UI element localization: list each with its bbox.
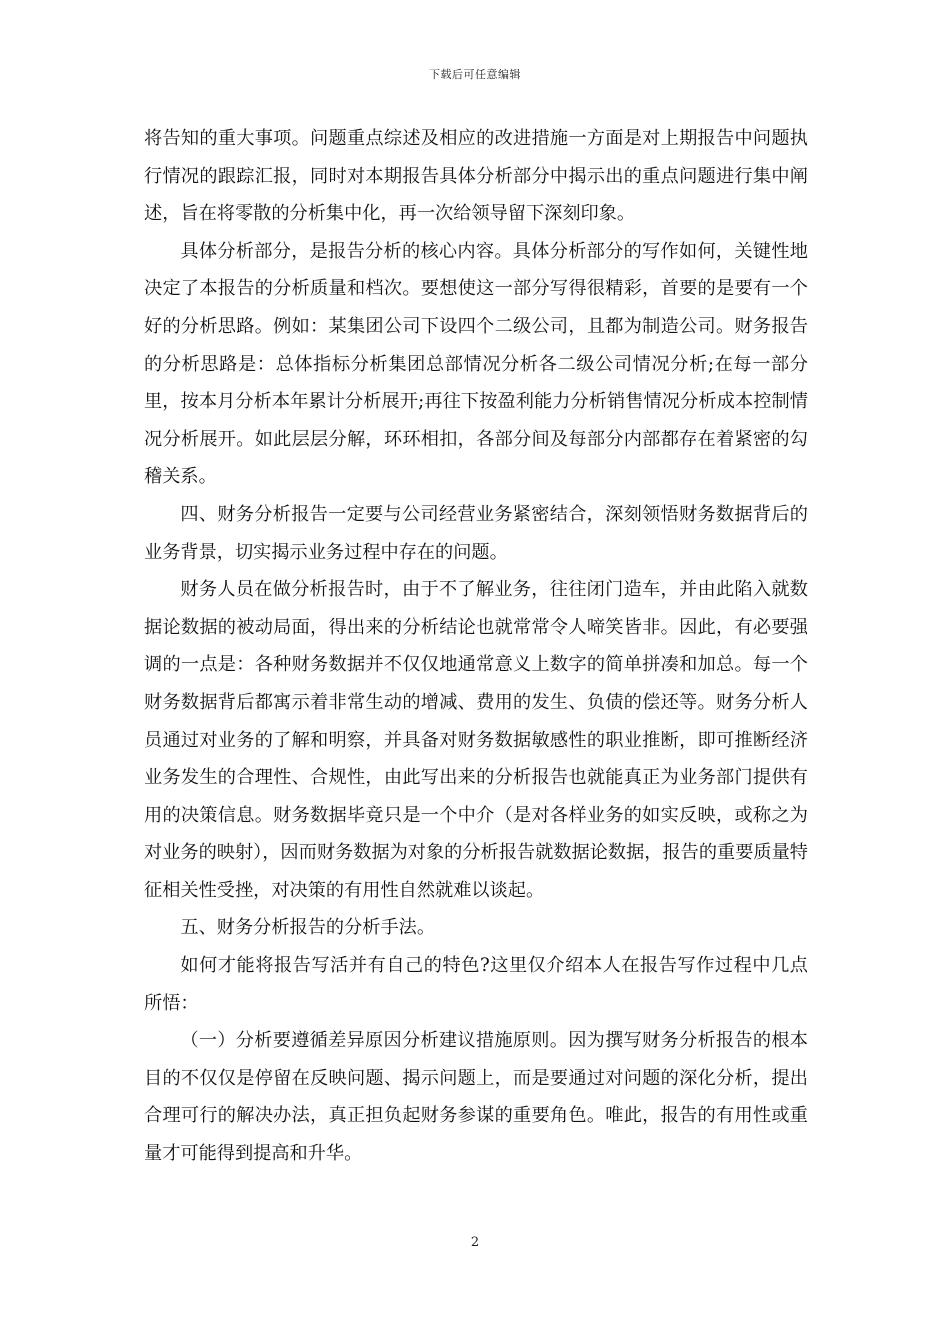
paragraph: 五、财务分析报告的分析手法。: [180, 917, 436, 939]
page-number: 2: [470, 1235, 480, 1250]
paragraph: 如何才能将报告写活并有自己的特色?这里仅介绍本人在报告写作过程中几点所悟：: [144, 955, 808, 1014]
paragraph: 具体分析部分，是报告分析的核心内容。具体分析部分的写作如何，关键性地决定了本报告的分析质量和档次。要想使这一部分写得很精彩，首要的是要有一个好的分析思路。例如：某集团公司下设四个二级公司，且都为制造公司。财务报告的分析思路是：总体指标分析集团总部情况分析各二级公司情况分析;在每一部分里，按本月分析本年累计分析展开;再往下按盈利能力分析销售情况分析成本控制情况分析展开。如此层层分解，环环相扣，各部分间及每部分内部都存在着紧密的勾稽关系。: [144, 240, 808, 488]
paragraph: 将告知的重大事项。问题重点综述及相应的改进措施一方面是对上期报告中问题执行情况的跟踪汇报，同时对本期报告具体分析部分中揭示出的重点问题进行集中阐述，旨在将零散的分析集中化，再一次给领导留下深刻印象。: [144, 128, 808, 225]
document-body: [144, 120, 808, 1173]
paragraph: 财务人员在做分析报告时，由于不了解业务，往往闭门造车，并由此陷入就数据论数据的被动局面，得出来的分析结论也就常常令人啼笑皆非。因此，有必要强调的一点是：各种财务数据并不仅仅地通常意义上数字的简单拼凑和加总。每一个财务数据背后都寓示着非常生动的增减、费用的发生、负债的偿还等。财务分析人员通过对业务的了解和明察，并具备对财务数据敏感性的职业推断，即可推断经济业务发生的合理性、合规性，由此写出来的分析报告也就能真正为业务部门提供有用的决策信息。财务数据毕竟只是一个中介（是对各样业务的如实反映，或称之为对业务的映射），因而财务数据为对象的分析报告就数据论数据，报告的重要质量特征相关性受挫，对决策的有用性自然就难以谈起。: [144, 579, 808, 901]
paragraph: （一）分析要遵循差异原因分析建议措施原则。因为撰写财务分析报告的根本目的不仅仅是停留在反映问题、揭示问题上，而是要通过对问题的深化分析，提出合理可行的解决办法，真正担负起财务参谋的重要角色。唯此，报告的有用性或重量才可能得到提高和升华。: [144, 1030, 808, 1165]
page-header: 下载后可任意编辑: [429, 68, 521, 81]
paragraph: 四、财务分析报告一定要与公司经营业务紧密结合，深刻领悟财务数据背后的业务背景，切实揭示业务过程中存在的问题。: [144, 503, 808, 563]
